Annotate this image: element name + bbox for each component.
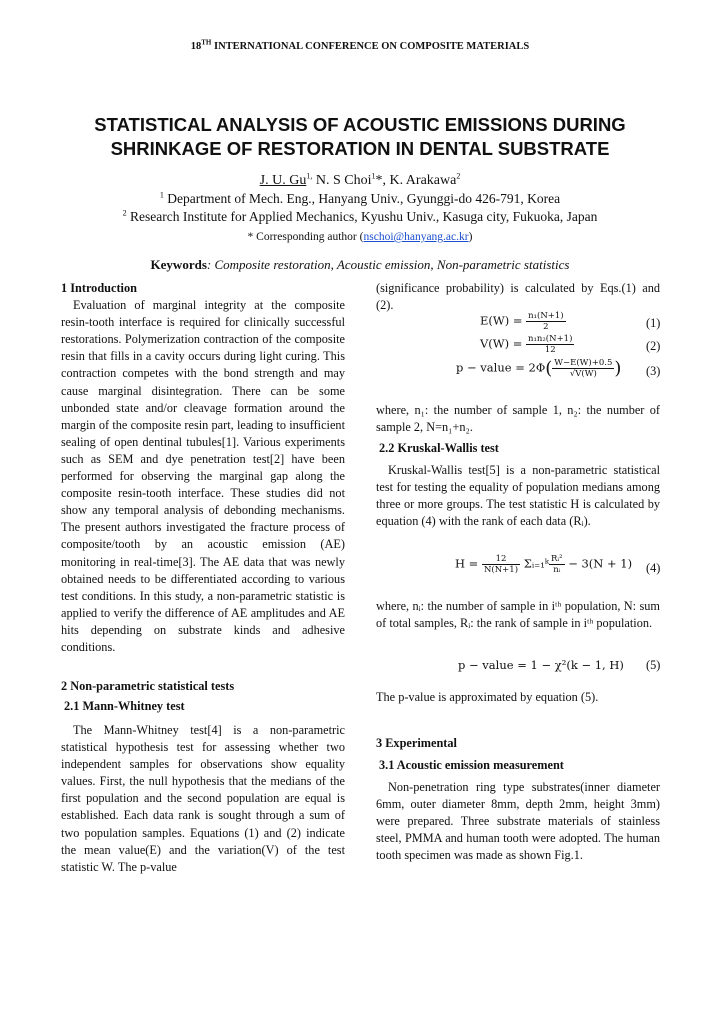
author-list: J. U. $Gu^{1,}$ N. S Choi$^1$*, K. Arakawa$^2$ — [259, 171, 461, 188]
where-clause-2: where, nᵢ: the number of sample in iᵗʰ population, N: sum of total samples, Rᵢ: the rank of sample in iᵗʰ population. — [376, 599, 660, 631]
subsection-heading: 2.1 Mann-Whitney test — [64, 699, 185, 713]
section-2-2 — [376, 440, 660, 457]
where-clause-1: where, n₁: the number of sample 1, n₂: the number of sample 2, N=n₁+n₂. — [376, 403, 660, 435]
section-3-1 — [376, 757, 660, 774]
equation-3-number: (3) — [646, 364, 661, 378]
section-heading: 3 Experimental — [376, 736, 457, 750]
equation-4-number: (4) — [646, 561, 661, 575]
title-line-1: STATISTICAL ANALYSIS OF ACOUSTIC EMISSIONS DURING — [94, 114, 626, 135]
section-2-2-body — [376, 462, 660, 530]
equation-1: E(W) = $\frac{\text{n₁(N+1)}}{2}$ — [480, 311, 564, 332]
corresponding-author: * Corresponding author (nschoi@hanyang.ac.kr) — [247, 231, 473, 243]
equation-5: p − value = 1 − χ²(k − 1, H) — [458, 658, 624, 672]
section-3-1-body — [376, 779, 660, 864]
section-3 — [376, 735, 660, 752]
paper-title — [60, 113, 660, 161]
section-2 — [61, 678, 345, 695]
approx-sentence: The p-value is approximated by equation (5). — [376, 690, 599, 704]
section-2-1 — [61, 698, 345, 715]
paragraph: Evaluation of marginal integrity at the composite resin-tooth interface is required for clinically successful restorations. Polymerization contraction of the composite resin that fills in a cavity occurs during light curing. This contraction competes with the bond strength and may cause marginal disintegration. There can be some unbonded state and/or cleavage formation around the margin of the composite resin part, leading to insufficient sealing of open dentinal tubules[1]. Various experiments such as SEM and dye penetration test[2] have been performed for observing the marginal gap along the composite resin-tooth interface. These studies did not show any temporal analysis of debonding mechanisms. The present authors investigated the fracture process of composite/tooth by an acoustic emission (AE) monitoring in real-time[3]. The AE data that was newly obtained needs to be differentiated according to various test conditions. In this study, a non-parametric statistic is applied to verify the difference of AE amplitudes and AE hits depending on substrate kinds and adhesive conditions. — [61, 298, 345, 654]
keywords: Keywords: Composite restoration, Acoustic emission, Non-parametric statistics — [150, 257, 570, 272]
paragraph: The Mann-Whitney test[4] is a non-parametric statistical hypothesis test for assessing whether two independent samples for observations show equality values. First, the null hypothesis that the medians of the first population and the second population are equal is established. Each data rank is sought through a sum of two population samples. Equations (1) and (2) indicate the mean value(E) and the variation(V) of the test statistic W. The p-value — [61, 723, 345, 874]
equation-4: H = $\frac{12}{N(N+1)}$ Σᵢ₌₁ᵏ $\frac{\text{Rᵢ²}}{\text{nᵢ}}$ − 3(N + 1) — [455, 554, 633, 575]
equation-3: p − value = 2Φ( $\frac{W-E(W)+0.5}{√V(W)}$ ) — [456, 358, 622, 379]
title-line-2: SHRINKAGE OF RESTORATION IN DENTAL SUBSTRATE — [110, 138, 610, 159]
section-heading: 1 Introduction — [61, 281, 137, 295]
section-1 — [61, 280, 345, 656]
affiliation-2: $^2$ Research Institute for Applied Mechanics, Kyushu Univ., Kasuga city, Fukuoka, Japan — [122, 208, 598, 224]
equation-2: V(W) = $\frac{\text{n₁n₂(N+1)}}{12}$ — [480, 334, 573, 355]
subsection-heading: 2.2 Kruskal-Wallis test — [379, 441, 499, 455]
subsection-heading: 3.1 Acoustic emission measurement — [379, 758, 564, 772]
paragraph: Non-penetration ring type substrates(inner diameter 6mm, outer diameter 8mm, depth 2mm, height 3mm) were prepared. Three substrate materials of stainless steel, PMMA and human tooth were adopted. The human tooth specimen was made as shown Fig.1. — [376, 780, 660, 863]
equation-5-number: (5) — [646, 658, 661, 672]
paragraph: Kruskal-Wallis test[5] is a non-parametric statistical test for testing the equality of population medians among three or more groups. The test statistic H is calculated by equation (4) with the rank of each data (Rᵢ). — [376, 463, 660, 529]
email-link[interactable]: nschoi@hanyang.ac.kr — [363, 231, 469, 243]
conference-header: 18TH INTERNATIONAL CONFERENCE ON COMPOSITE MATERIALS — [190, 38, 530, 52]
section-heading: 2 Non-parametric statistical tests — [61, 679, 235, 693]
affiliation-1: $^1$ Department of Mech. Eng., Hanyang Univ., Gyunggi-do 426-791, Korea — [159, 190, 561, 206]
equation-1-number: (1) — [646, 316, 661, 330]
paragraph-continued: (significance probability) is calculated by Eqs.(1) and (2). — [376, 281, 660, 313]
equation-2-number: (2) — [646, 339, 661, 353]
section-2-1-body — [61, 722, 345, 876]
